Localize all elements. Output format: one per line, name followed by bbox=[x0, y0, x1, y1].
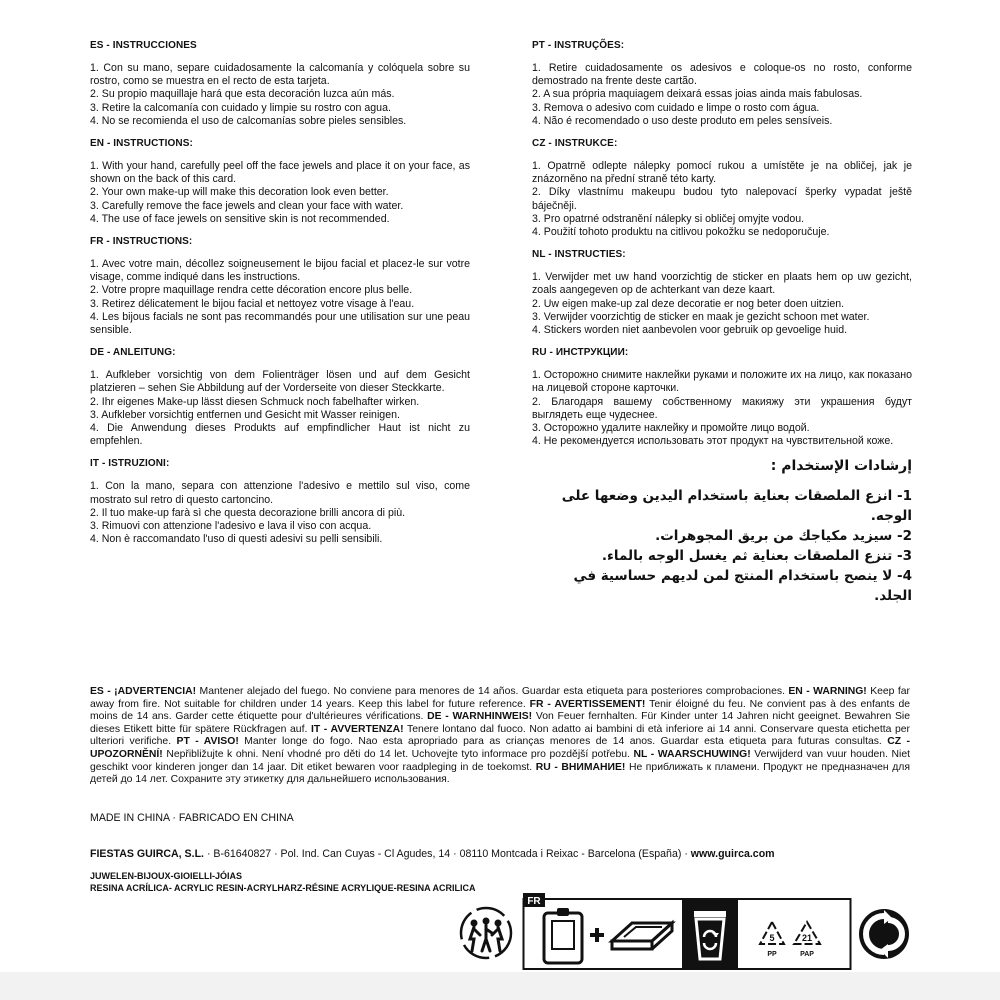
warning-text: Mantener alejado del fuego. No conviene para menores de 14 años. Guardar esta etiqueta para posteriores comprobaciones. bbox=[196, 686, 789, 697]
instructions-es bbox=[90, 40, 470, 128]
instruction-line: 1. Opatrně odlepte nálepky pomocí rukou a umístěte je na obličej, jak je znázorněno na přední straně této karty. bbox=[532, 160, 912, 186]
warning-text: Nepřibližujte k ohni. Není vhodné pro děti do 14 let. Uchovejte tyto informace pro pozdější potřebu. bbox=[162, 748, 634, 760]
section-heading: IT - ISTRUZIONI: bbox=[90, 458, 170, 470]
instructions-fr bbox=[90, 236, 470, 337]
warning-text: Von Feuer fernhalten. Für Kinder unter 14 Jahren nicht geeignet. Bewahren Sie dieses Etikett bitte für spätere Rückfragen auf. bbox=[90, 711, 910, 735]
warning-text: Tenir éloigné du feu. Ne convient pas à des enfants de moins de 14 ans. Garder cette étiquette pour d'ultérieures vérifications. bbox=[90, 698, 911, 723]
instruction-line: 3- تنزع الملصقات بعناية ثم يغسل الوجه بالماء. bbox=[601, 548, 912, 565]
instruction-line: 2. Votre propre maquillage rendra cette décoration encore plus belle. bbox=[90, 284, 413, 297]
warning-label: ES - ¡ADVERTENCIA! bbox=[90, 686, 197, 697]
instructions-pt bbox=[532, 40, 912, 128]
warning-text: Verwijderd van vuur houden. Niet geschikt voor kinderen jonger dan 14 jaar. Dit etiket bewaren voor raadpleging in de toekomst. bbox=[90, 748, 910, 773]
instructions-nl bbox=[532, 249, 912, 337]
pap-recycling-triangle-icon bbox=[792, 918, 822, 966]
warning-text: Keep far away from fire. Not suitable for children under 14 years. Keep this label for future reference. bbox=[90, 686, 910, 710]
instruction-line: 1. Retire cuidadosamente os adesivos e coloque-os no rosto, conforme demostrado na frente deste cartão. bbox=[532, 62, 912, 88]
instruction-line: 3. Rimuovi con attenzione l'adesivo e lava il viso con acqua. bbox=[90, 520, 372, 533]
instruction-line: 1. Con su mano, separe cuidadosamente la calcomanía y colóquela sobre su rostro, como se muestra en el recto de esta tarjeta. bbox=[90, 62, 470, 88]
instructions-ru bbox=[532, 347, 912, 448]
instruction-line: 1. With your hand, carefully peel off the face jewels and place it on your face, as shown on the back of this card. bbox=[90, 160, 470, 186]
pp-recycling-triangle-icon bbox=[758, 918, 786, 966]
warning-label: EN - WARNING! bbox=[788, 686, 867, 697]
company-line bbox=[90, 848, 775, 860]
recycle-bin-icon bbox=[682, 899, 738, 969]
green-dot-icon bbox=[858, 908, 910, 960]
instruction-line: 3. Retirez délicatement le bijou facial et nettoyez votre visage à l'eau. bbox=[90, 297, 415, 310]
warning-label: CZ - UPOZORNĚNÍ! bbox=[90, 736, 911, 760]
instruction-line: 2. A sua própria maquiagem deixará essas joias ainda mais fabulosas. bbox=[532, 88, 863, 101]
warning-text: Не приближать к пламени. Продукт не предназначен для детей до 14 лет. Сохраните эту этикетку для дальнейшего использования. bbox=[90, 761, 910, 786]
made-in-text: MADE IN CHINA · FABRICADO EN CHINA bbox=[90, 812, 294, 824]
instruction-line: 1. Con la mano, separa con attenzione l'adesivo e mettilo sul viso, come mostrato sul retro di questo cartoncino. bbox=[90, 480, 470, 506]
pap-label: PAP bbox=[800, 951, 814, 958]
fr-label: FR bbox=[527, 896, 541, 907]
instruction-line: 4. Použití tohoto produktu na citlivou pokožku se nedoporučuje. bbox=[532, 226, 830, 239]
page-bottom-edge bbox=[0, 972, 1000, 1000]
material-line: RESINA ACRÍLICA- ACRYLIC RESIN-ACRYLHARZ-RÉSINE ACRYLIQUE-RESINA ACRILICA bbox=[90, 883, 476, 893]
section-heading: NL - INSTRUCTIES: bbox=[532, 249, 626, 261]
section-heading: إرشادات الإستخدام : bbox=[770, 458, 912, 475]
instruction-line: 3. Pro opatrné odstranění nálepky si obličej omyjte vodou. bbox=[532, 212, 805, 225]
instruction-line: 4. The use of face jewels on sensitive skin is not recommended. bbox=[90, 212, 390, 225]
instructions-de bbox=[90, 347, 470, 448]
instruction-line: 1- انزع الملصقات بعناية باستخدام اليدين وضعها على الوجه. bbox=[561, 488, 912, 525]
instruction-line: 4. Non è raccomandato l'uso di questi adesivi su pelli sensibili. bbox=[90, 533, 383, 546]
pap-number: 21 bbox=[801, 933, 813, 943]
instructions-it bbox=[90, 458, 470, 546]
warning-text: Manter longe do fogo. Nao esta apropriado para as crianças menores de 14 anos. Guardar esta etiqueta para futuras consultas. bbox=[238, 736, 888, 748]
section-heading: FR - INSTRUCTIONS: bbox=[90, 236, 193, 248]
instruction-line: 1. Avec votre main, décollez soigneusement le bijou facial et placez-le sur votre visage, comme indiqué dans les instructions. bbox=[90, 258, 470, 284]
instructions-right-column bbox=[532, 40, 912, 616]
instruction-line: 3. Осторожно удалите наклейку и промойте лицо водой. bbox=[532, 422, 810, 435]
instruction-line: 3. Aufkleber vorsichtig entfernen und Gesicht mit Wasser reinigen. bbox=[90, 408, 400, 421]
instruction-line: 4. Les bijous facials ne sont pas recommandés pour une utilisation sur une peau sensible. bbox=[90, 310, 470, 337]
warning-text: Tenere lontano dal fuoco. Non adatto ai bambini di età inferiore ai 14 anni. Conservare questa etichetta per ulteriori verifiche. bbox=[90, 723, 911, 748]
material-line: JUWELEN-BIJOUX-GIOIELLI-JÓIAS bbox=[90, 871, 243, 881]
material-info bbox=[90, 870, 476, 894]
instruction-line: 2- سيزيد مكياجك من بريق المجوهرات. bbox=[655, 528, 912, 545]
instruction-line: 2. Su propio maquillaje hará que esta decoración luzca aún más. bbox=[90, 88, 395, 101]
instruction-line: 3. Verwijder voorzichtig de sticker en maak je gezicht schoon met water. bbox=[532, 310, 870, 323]
instruction-line: 2. Ihr eigenes Make-up lässt diesen Schmuck noch fabelhafter wirken. bbox=[90, 395, 420, 408]
instructions-left-column bbox=[90, 40, 470, 556]
section-heading: EN - INSTRUCTIONS: bbox=[90, 138, 193, 150]
instruction-line: 3. Remova o adesivo com cuidado e limpe o rosto com água. bbox=[532, 101, 820, 114]
instruction-line: 4- لا ينصح باستخدام المنتج لمن لديهم حساسية في الجلد. bbox=[573, 568, 912, 605]
plus-icon bbox=[590, 928, 604, 942]
section-heading: PT - INSTRUÇÕES: bbox=[532, 40, 625, 51]
card-icon bbox=[544, 908, 582, 963]
pp-number: 5 bbox=[769, 933, 775, 943]
warning-label: DE - WARNHINWEIS! bbox=[427, 711, 533, 723]
section-heading: CZ - INSTRUKCE: bbox=[532, 138, 618, 150]
blister-pack-icon bbox=[612, 923, 672, 949]
instruction-line: 4. Die Anwendung dieses Produkts auf empfindlicher Haut ist nicht zu empfehlen. bbox=[90, 422, 470, 448]
instruction-line: 4. Stickers worden niet aanbevolen voor gebruik op gevoelige huid. bbox=[532, 324, 848, 337]
warning-label: PT - AVISO! bbox=[176, 736, 239, 748]
triman-icon bbox=[458, 905, 514, 961]
instruction-line: 4. Não é recomendado o uso deste produto em peles sensíveis. bbox=[532, 114, 833, 127]
section-heading: DE - ANLEITUNG: bbox=[90, 347, 176, 359]
instruction-line: 4. No se recomienda el uso de calcomanías sobre pieles sensibles. bbox=[90, 114, 407, 127]
instruction-line: 2. Díky vlastnímu makeupu budou tyto nalepovací šperky vypadat ještě báječněji. bbox=[532, 186, 912, 212]
warning-paragraph bbox=[90, 686, 910, 787]
instruction-line: 3. Carefully remove the face jewels and clean your face with water. bbox=[90, 199, 404, 212]
instruction-line: 1. Verwijder met uw hand voorzichtig de sticker en plaats hem op uw gezicht, zoals aangegeven op de achterkant van deze kaart. bbox=[532, 271, 912, 297]
instructions-en bbox=[90, 138, 470, 226]
warning-label: IT - AVVERTENZA! bbox=[310, 723, 404, 735]
instruction-line: 2. Благодаря вашему собственному макияжу эти украшения будут выглядеть еще чудеснее. bbox=[532, 395, 912, 421]
pp-label: PP bbox=[767, 951, 777, 958]
instruction-line: 1. Aufkleber vorsichtig von dem Folienträger lösen und auf dem Gesicht platzieren – sehen Sie Abbildung auf der Vorderseite von dieser Steckkarte. bbox=[90, 369, 470, 395]
instruction-line: 3. Retire la calcomanía con cuidado y limpie su rostro con agua. bbox=[90, 101, 391, 114]
section-heading: RU - ИНСТРУКЦИИ: bbox=[532, 347, 629, 359]
company-address: · B-61640827 · Pol. Ind. Can Cuyas - Cl Agudes, 14 · 08110 Montcada i Reixac - Barcelona (España) · bbox=[204, 848, 691, 860]
warning-label: NL - WAARSCHUWING! bbox=[633, 748, 751, 760]
warning-label: FR - AVERTISSEMENT! bbox=[529, 698, 646, 710]
instruction-line: 4. Не рекомендуется использовать этот продукт на чувствительной коже. bbox=[532, 435, 894, 448]
company-name: FIESTAS GUIRCA, S.L. bbox=[90, 848, 204, 860]
company-website: www.guirca.com bbox=[690, 848, 775, 860]
instructions-cz bbox=[532, 138, 912, 239]
warning-label: RU - ВНИМАНИЕ! bbox=[535, 761, 626, 773]
instruction-line: 2. Uw eigen make-up zal deze decoratie er nog beter doen uitzien. bbox=[532, 297, 845, 310]
instructions-ar bbox=[532, 458, 912, 606]
instruction-line: 2. Il tuo make-up farà sì che questa decorazione brilli ancora di più. bbox=[90, 506, 406, 519]
instruction-line: 1. Осторожно снимите наклейки руками и положите их на лицо, как показано на лицевой стороне карточки. bbox=[532, 369, 912, 395]
instruction-line: 2. Your own make-up will make this decoration look even better. bbox=[90, 186, 389, 199]
section-heading: ES - INSTRUCCIONES bbox=[90, 40, 197, 51]
